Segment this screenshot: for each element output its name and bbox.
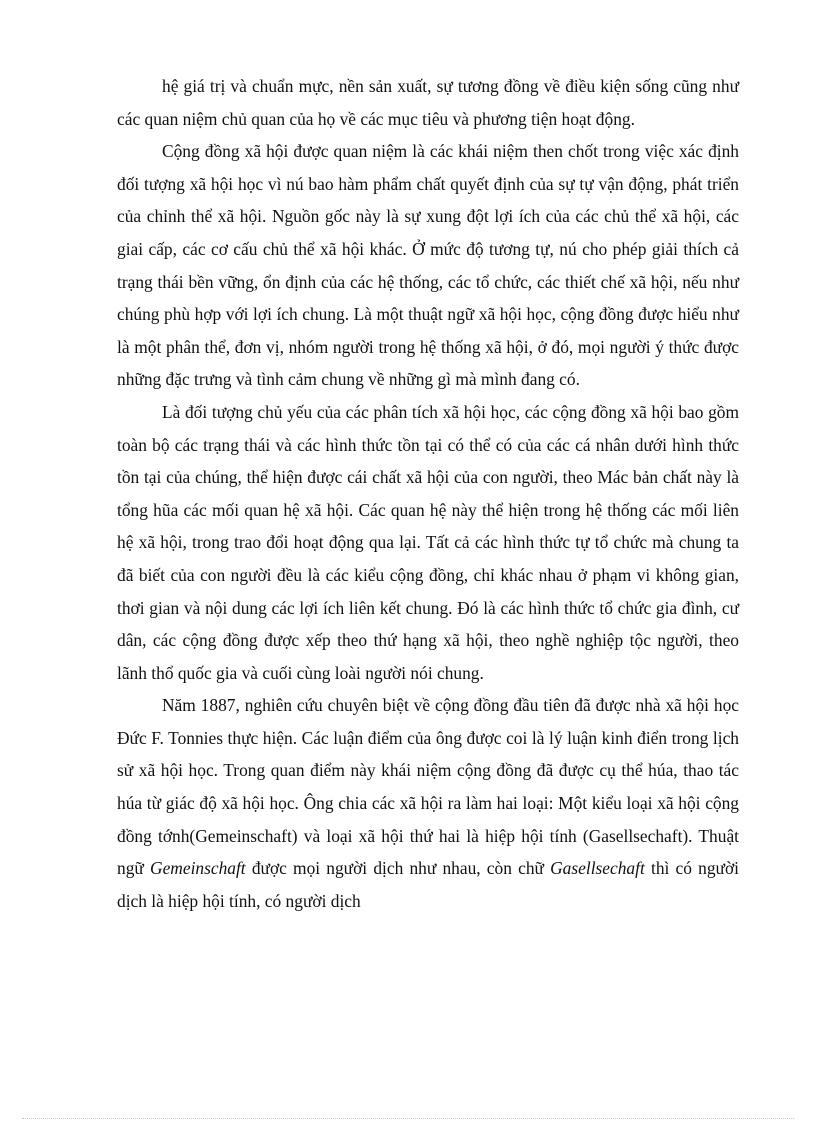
- term-gasellsechaft: Gasellsechaft: [550, 858, 645, 879]
- body-text: [117, 70, 739, 917]
- paragraph-4-text-a: Năm 1887, nghiên cứu chuyên biệt về cộng đồng đầu tiên đã được nhà xã hội học Đức F. Tonnies thực hiện. Các luận điểm của ông được coi là lý luận kinh điển trong lịch sử xã hội học. Trong quan điểm này khái niệm cộng đồng đã được cụ thể húa, thao tác húa từ giác độ xã hội học. Ông chia các xã hội ra làm hai loại: Một kiểu loại xã hội cộng đồng tớnh(Gemeinschaft) và loại xã hội thứ hai là hiệp hội tính (Gasellsechaft). Thuật ngữ: [117, 695, 739, 879]
- paragraph-1-text: hệ giá trị và chuẩn mực, nền sản xuất, sự tương đồng về điều kiện sống cũng như các quan niệm chủ quan của họ về các mục tiêu và phương tiện hoạt động.: [117, 76, 739, 129]
- paragraph-4: [117, 689, 739, 917]
- paragraph-1: [117, 70, 739, 135]
- paragraph-4-text-b: được mọi người dịch như nhau, còn chữ: [245, 858, 551, 879]
- term-gemeinschaft: Gemeinschaft: [150, 858, 246, 879]
- paragraph-4-text-c: thì có người dịch là hiệp hội tính, có người dịch: [117, 858, 739, 911]
- page-bottom-divider: [22, 1118, 794, 1119]
- paragraph-2-text: Cộng đồng xã hội được quan niệm là các khái niệm then chốt trong việc xác định đối tượng xã hội học vì nú bao hàm phẩm chất quyết định của sự tự vận động, phát triển của chỉnh thể xã hội. Nguồn gốc này là sự xung đột lợi ích của các chủ thể xã hội, các giai cấp, các cơ cấu chủ thể xã hội khác. Ở mức độ tương tự, nú cho phép giải thích cả trạng thái bền vững, ổn định của các hệ thống, các tổ chức, các thiết chế xã hội, nếu như chúng phù hợp với lợi ích chung. Là một thuật ngữ xã hội học, cộng đồng được hiểu như là một phân thể, đơn vị, nhóm người trong hệ thống xã hội, ở đó, mọi người ý thức được những đặc trưng và tình cảm chung về những gì mà mình đang có.: [117, 141, 739, 390]
- paragraph-3: [117, 396, 739, 689]
- paragraph-2: [117, 135, 739, 396]
- paragraph-3-text: Là đối tượng chủ yếu của các phân tích xã hội học, các cộng đồng xã hội bao gồm toàn bộ các trạng thái và các hình thức tồn tại có thể có của các cá nhân dưới hình thức tồn tại của chúng, thể hiện được cái chất xã hội của con người, theo Mác bản chất này là tổng hũa các mối quan hệ xã hội. Các quan hệ này thể hiện trong hệ thống các mối liên hệ xã hội, trong trao đổi hoạt động qua lại. Tất cả các hình thức tự tổ chức mà chung ta đã biết của con người đều là các kiểu cộng đồng, chỉ khác nhau ở phạm vi không gian, thơi gian và nội dung các lợi ích liên kết chung. Đó là các hình thức tổ chức gia đình, cư dân, các cộng đồng được xếp theo thứ hạng xã hội, theo nghề nghiệp tộc người, theo lãnh thổ quốc gia và cuối cùng loài người nói chung.: [117, 401, 739, 683]
